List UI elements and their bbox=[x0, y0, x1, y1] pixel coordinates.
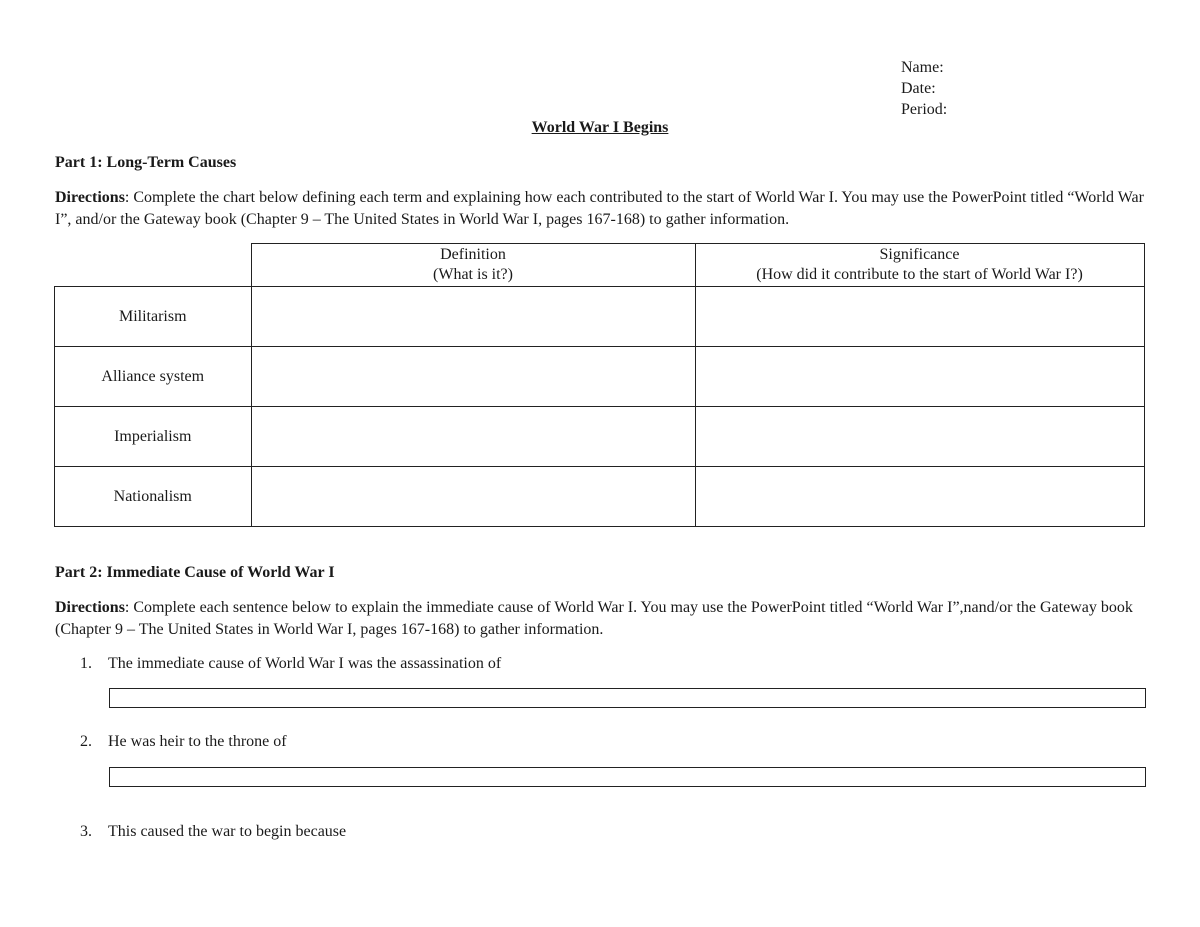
question-2-text: He was heir to the throne of bbox=[108, 733, 287, 750]
table-header-row bbox=[55, 244, 1145, 287]
name-label: Name: bbox=[901, 59, 944, 76]
row-term-alliance-system: Alliance system bbox=[55, 347, 252, 407]
date-label: Date: bbox=[901, 80, 936, 97]
question-3 bbox=[80, 823, 346, 841]
question-1-text: The immediate cause of World War I was the assassination of bbox=[108, 655, 502, 672]
table-row bbox=[55, 287, 1145, 347]
long-term-causes-table bbox=[54, 243, 1145, 527]
part1-directions-lead: Directions bbox=[55, 189, 125, 206]
question-1-answer-box[interactable] bbox=[109, 688, 1146, 708]
part1-heading: Part 1: Long-Term Causes bbox=[55, 154, 237, 171]
question-3-number: 3. bbox=[80, 823, 92, 840]
question-2-number: 2. bbox=[80, 733, 92, 750]
table-row bbox=[55, 407, 1145, 467]
significance-cell[interactable] bbox=[695, 467, 1144, 527]
part2-directions-lead: Directions bbox=[55, 599, 125, 616]
question-1 bbox=[80, 655, 501, 673]
definition-header-label: Definition bbox=[440, 246, 506, 263]
row-term-nationalism: Nationalism bbox=[55, 467, 252, 527]
definition-cell[interactable] bbox=[251, 347, 695, 407]
question-2 bbox=[80, 733, 287, 751]
part2-heading: Part 2: Immediate Cause of World War I bbox=[55, 564, 335, 581]
significance-column-header bbox=[695, 244, 1144, 287]
significance-cell[interactable] bbox=[695, 287, 1144, 347]
significance-cell[interactable] bbox=[695, 347, 1144, 407]
definition-cell[interactable] bbox=[251, 407, 695, 467]
part1-directions-text: : Complete the chart below defining each term and explaining how each contributed to the start of World War I. You may use the PowerPoint titled “World War I”, and/or the Gateway book (Chapter 9 – The United States in World War I, pages 167-168) to gather information. bbox=[55, 189, 1144, 228]
part2-directions bbox=[55, 597, 1155, 641]
definition-header-sublabel: (What is it?) bbox=[433, 266, 513, 283]
question-1-number: 1. bbox=[80, 655, 92, 672]
question-3-text: This caused the war to begin because bbox=[108, 823, 347, 840]
definition-cell[interactable] bbox=[251, 287, 695, 347]
definition-cell[interactable] bbox=[251, 467, 695, 527]
question-2-answer-box[interactable] bbox=[109, 767, 1146, 787]
table-corner-cell bbox=[55, 244, 252, 287]
table-row bbox=[55, 467, 1145, 527]
significance-header-label: Significance bbox=[879, 246, 960, 263]
part1-directions bbox=[55, 187, 1155, 231]
significance-header-sublabel: (How did it contribute to the start of World War I?) bbox=[756, 266, 1083, 283]
significance-cell[interactable] bbox=[695, 407, 1144, 467]
row-term-imperialism: Imperialism bbox=[55, 407, 252, 467]
table-row bbox=[55, 347, 1145, 407]
part2-directions-text: : Complete each sentence below to explain the immediate cause of World War I. You may use the PowerPoint titled “World War I”,nand/or the Gateway book (Chapter 9 – The United States in World War I, pages 167-168) to gather information. bbox=[55, 599, 1133, 638]
period-label: Period: bbox=[901, 101, 948, 118]
student-info-block bbox=[901, 57, 947, 120]
definition-column-header bbox=[251, 244, 695, 287]
row-term-militarism: Militarism bbox=[55, 287, 252, 347]
document-title: World War I Begins bbox=[531, 119, 669, 136]
